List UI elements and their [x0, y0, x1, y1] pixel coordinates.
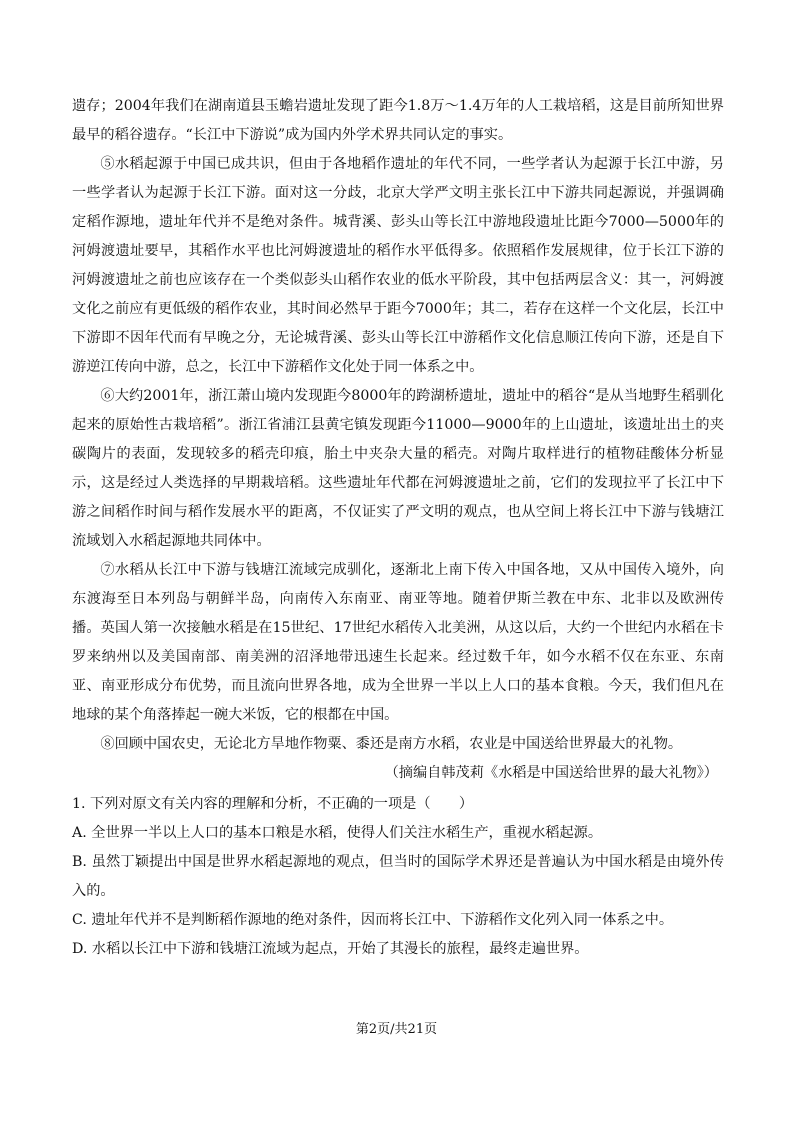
option-b: B. 虽然丁颖提出中国是世界水稻起源地的观点，但当时的国际学术界还是普遍认为中国水稻是由境外传入的。 — [72, 854, 724, 899]
option-d: D. 水稻以长江中下游和钱塘江流域为起点，开始了其漫长的旅程，最终走遍世界。 — [72, 941, 589, 957]
page-number: 第2页/共21页 — [355, 1022, 438, 1037]
paragraph-8: ⑧回顾中国农史，无论北方旱地作物粟、黍还是南方水稻，农业是中国送给世界最大的礼物。 — [100, 736, 683, 752]
paragraph-6: ⑥大约2001年，浙江萧山境内发现距今8000年的跨湖桥遗址，遗址中的稻谷“是从当地野生稻驯化起来的原始性古栽培稻”。浙江省浦江县黄宅镇发现距今11000—9000年的上山遗址，该遗址出土的夹碳陶片的表面，发现较多的稻壳印痕，胎土中夹杂大量的稻壳。对陶片取样进行的植物硅酸体分析显示，这是经过人类选择的早期栽培稻。这些遗址年代都在河姆渡遗址之前，它们的发现拉平了长江中下游之间稻作时间与稻作发展水平的距离，不仅证实了严文明的观点，也从空间上将长江中下游与钱塘江流域划入水稻起源地共同体中。 — [72, 388, 724, 549]
source-citation: （摘编自韩茂莉《水稻是中国送给世界的最大礼物》） — [384, 765, 718, 781]
paragraph-5: ⑤水稻起源于中国已成共识，但由于各地稻作遗址的年代不同，一些学者认为起源于长江中游，另一些学者认为起源于长江下游。面对这一分歧，北京大学严文明主张长江中下游共同起源说，并强调确定稻作源地，遗址年代并不是绝对条件。城背溪、彭头山等长江中游地段遗址比距今7000—5000年的河姆渡遗址要早，其稻作水平也比河姆渡遗址的稻作水平低得多。依照稻作发展规律，位于长江下游的河姆渡遗址之前也应该存在一个类似彭头山稻作农业的低水平阶段，其中包括两层含义：其一，河姆渡文化之前应有更低级的稻作农业，其时间必然早于距今7000年；其二，若存在这样一个文化层，长江中下游即不因年代而有早晚之分，无论城背溪、彭头山等长江中游稻作文化信息顺江传向下游，还是自下游逆江传向中游，总之，长江中下游稻作文化处于同一体系之中。 — [72, 156, 724, 375]
option-c: C. 遗址年代并不是判断稻作源地的绝对条件，因而将长江中、下游稻作文化列入同一体系之中。 — [72, 912, 674, 928]
question-stem: 1. 下列对原文有关内容的理解和分析，不正确的一项是（ ） — [72, 796, 474, 812]
paragraph-continued: 遗存；2004年我们在湖南道县玉蟾岩遗址发现了距今1.8万～1.4万年的人工栽培稻，这是目前所知世界最早的稻谷遗存。“长江中下游说”成为国内外学术界共同认定的事实。 — [72, 98, 724, 143]
document-page — [72, 92, 724, 964]
paragraph-7: ⑦水稻从长江中下游与钱塘江流域完成驯化，逐渐北上南下传入中国各地，又从中国传入境外，向东渡海至日本列岛与朝鲜半岛，向南传入东南亚、南亚等地。随着伊斯兰教在中东、北非以及欧洲传播。英国人第一次接触水稻是在15世纪、17世纪水稻传入北美洲，从这以后，大约一个世纪内水稻在卡罗来纳州以及美国南部、南美洲的沼泽地带迅速生长起来。经过数千年，如今水稻不仅在东亚、东南亚、南亚形成分布优势，而且流向世界各地，成为全世界一半以上人口的基本食粮。今天，我们但凡在地球的某个角落捧起一碗大米饭，它的根都在中国。 — [72, 562, 724, 723]
option-a: A. 全世界一半以上人口的基本口粮是水稻，使得人们关注水稻生产，重视水稻起源。 — [72, 825, 603, 841]
